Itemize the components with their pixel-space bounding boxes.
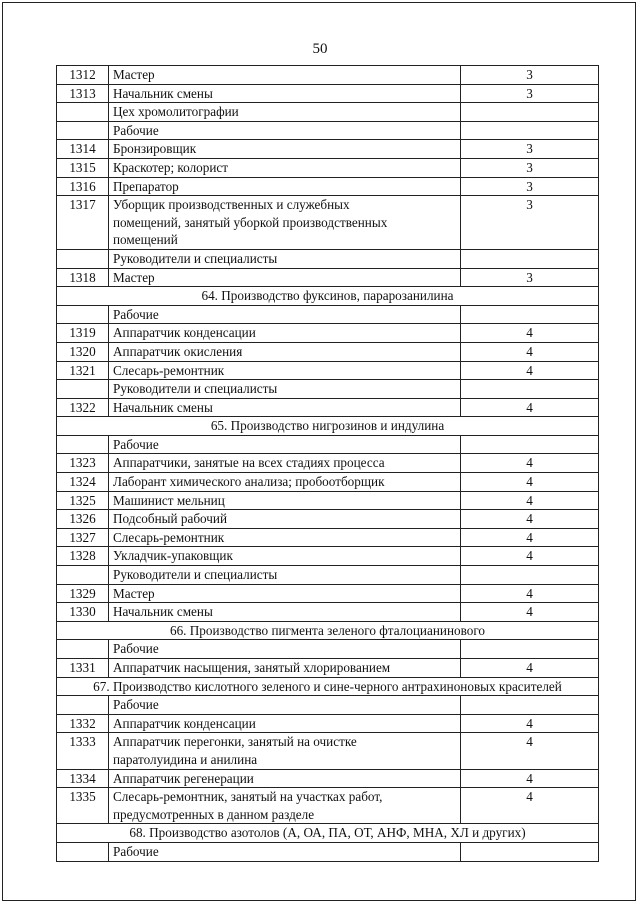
table-row (57, 473, 599, 492)
class-value: 4 (461, 788, 599, 824)
row-number: 1317 (57, 196, 109, 250)
profession-name: Мастер (109, 66, 461, 85)
subheading-row (57, 121, 599, 140)
section-heading: 64. Производство фуксинов, парарозанилина (57, 287, 599, 306)
profession-name: Аппаратчик насыщения, занятый хлорированием (109, 659, 461, 678)
row-number: 1327 (57, 528, 109, 547)
class-value: 4 (461, 473, 599, 492)
row-number: 1326 (57, 510, 109, 529)
profession-name: Подсобный рабочий (109, 510, 461, 529)
table-row (57, 398, 599, 417)
profession-name: Начальник смены (109, 603, 461, 622)
class-value: 4 (461, 547, 599, 566)
row-number: 1318 (57, 268, 109, 287)
profession-name-line: помещений (113, 232, 178, 248)
row-number (57, 842, 109, 861)
class-value: 4 (461, 584, 599, 603)
category-label: Рабочие (109, 305, 461, 324)
class-value: 3 (461, 177, 599, 196)
category-label: Рабочие (109, 696, 461, 715)
row-number: 1329 (57, 584, 109, 603)
profession-name: Аппаратчик конденсации (109, 324, 461, 343)
table-row (57, 491, 599, 510)
section-heading: 66. Производство пигмента зеленого фталоцианинового (57, 621, 599, 640)
class-value (461, 640, 599, 659)
row-number: 1335 (57, 788, 109, 824)
subheading-row (57, 696, 599, 715)
class-value: 4 (461, 528, 599, 547)
class-value (461, 121, 599, 140)
profession-name: Слесарь-ремонтник (109, 361, 461, 380)
table-row (57, 177, 599, 196)
section-heading: 67. Производство кислотного зеленого и сине-черного антрахиноновых красителей (57, 677, 599, 696)
row-number: 1320 (57, 342, 109, 361)
row-number: 1333 (57, 733, 109, 769)
row-number: 1323 (57, 454, 109, 473)
class-value: 4 (461, 603, 599, 622)
row-number: 1322 (57, 398, 109, 417)
profession-name-line: Слесарь-ремонтник, занятый на участках работ, (113, 789, 383, 805)
row-number (57, 103, 109, 122)
table-row (57, 324, 599, 343)
professions-table (56, 65, 599, 862)
class-value: 4 (461, 342, 599, 361)
row-number (57, 435, 109, 454)
class-value: 4 (461, 733, 599, 769)
table-row (57, 268, 599, 287)
table-row (57, 528, 599, 547)
class-value (461, 566, 599, 585)
section-heading-row (57, 824, 599, 843)
class-value (461, 103, 599, 122)
profession-name: Лаборант химического анализа; пробоотборщик (109, 473, 461, 492)
profession-name: Укладчик-упаковщик (109, 547, 461, 566)
class-value: 4 (461, 398, 599, 417)
row-number: 1331 (57, 659, 109, 678)
section-heading-row (57, 677, 599, 696)
class-value: 3 (461, 84, 599, 103)
row-number: 1312 (57, 66, 109, 85)
table-row (57, 66, 599, 85)
profession-name: Препаратор (109, 177, 461, 196)
table-row (57, 510, 599, 529)
table-row (57, 714, 599, 733)
table-row (57, 769, 599, 788)
row-number: 1319 (57, 324, 109, 343)
category-label: Руководители и специалисты (109, 566, 461, 585)
row-number (57, 380, 109, 399)
subheading-row (57, 305, 599, 324)
class-value: 4 (461, 324, 599, 343)
row-number (57, 249, 109, 268)
row-number: 1324 (57, 473, 109, 492)
class-value: 3 (461, 66, 599, 85)
row-number: 1313 (57, 84, 109, 103)
class-value (461, 435, 599, 454)
profession-name (109, 788, 461, 824)
profession-name (109, 733, 461, 769)
profession-name: Мастер (109, 268, 461, 287)
subheading-row (57, 842, 599, 861)
row-number: 1321 (57, 361, 109, 380)
section-heading: 68. Производство азотолов (А, ОА, ПА, ОТ, АНФ, МНА, ХЛ и других) (57, 824, 599, 843)
section-heading-row (57, 287, 599, 306)
profession-name: Краскотер; колорист (109, 158, 461, 177)
class-value (461, 305, 599, 324)
table-row (57, 454, 599, 473)
profession-name (109, 196, 461, 250)
row-number (57, 121, 109, 140)
table-row (57, 158, 599, 177)
table-row (57, 788, 599, 824)
class-value: 4 (461, 659, 599, 678)
class-value: 4 (461, 454, 599, 473)
profession-name: Аппаратчик регенерации (109, 769, 461, 788)
profession-name: Слесарь-ремонтник (109, 528, 461, 547)
section-heading-row (57, 417, 599, 436)
row-number: 1334 (57, 769, 109, 788)
profession-name: Аппаратчик конденсации (109, 714, 461, 733)
profession-name: Начальник смены (109, 398, 461, 417)
table-row (57, 547, 599, 566)
row-number: 1316 (57, 177, 109, 196)
category-label: Рабочие (109, 640, 461, 659)
row-number (57, 696, 109, 715)
subheading-row (57, 640, 599, 659)
table-row (57, 140, 599, 159)
profession-name: Бронзировщик (109, 140, 461, 159)
class-value: 4 (461, 714, 599, 733)
profession-name-line: паратолуидина и анилина (113, 751, 258, 767)
row-number: 1328 (57, 547, 109, 566)
category-label: Руководители и специалисты (109, 380, 461, 399)
class-value: 3 (461, 140, 599, 159)
class-value: 4 (461, 491, 599, 510)
category-label: Рабочие (109, 121, 461, 140)
profession-name: Мастер (109, 584, 461, 603)
profession-name: Машинист мельниц (109, 491, 461, 510)
table-row (57, 361, 599, 380)
section-heading: 65. Производство нигрозинов и индулина (57, 417, 599, 436)
class-value (461, 380, 599, 399)
subheading-row (57, 435, 599, 454)
class-value (461, 249, 599, 268)
category-label: Руководители и специалисты (109, 249, 461, 268)
row-number: 1325 (57, 491, 109, 510)
profession-name: Аппаратчик окисления (109, 342, 461, 361)
category-label: Цех хромолитографии (109, 103, 461, 122)
category-label: Рабочие (109, 842, 461, 861)
subheading-row (57, 103, 599, 122)
class-value (461, 696, 599, 715)
row-number: 1315 (57, 158, 109, 177)
class-value: 4 (461, 361, 599, 380)
subheading-row (57, 249, 599, 268)
row-number (57, 305, 109, 324)
table-row (57, 659, 599, 678)
profession-name: Начальник смены (109, 84, 461, 103)
profession-name-line: предусмотренных в данном разделе (113, 806, 315, 822)
class-value: 4 (461, 510, 599, 529)
class-value: 3 (461, 158, 599, 177)
class-value: 3 (461, 196, 599, 250)
table-row (57, 196, 599, 250)
profession-name-line: помещений, занятый уборкой производственных (113, 214, 388, 230)
row-number (57, 640, 109, 659)
class-value (461, 842, 599, 861)
category-label: Рабочие (109, 435, 461, 454)
profession-name-line: Уборщик производственных и служебных (113, 197, 350, 213)
class-value: 4 (461, 769, 599, 788)
row-number: 1332 (57, 714, 109, 733)
profession-name-line: Аппаратчик перегонки, занятый на очистке (113, 734, 357, 750)
profession-name: Аппаратчики, занятые на всех стадиях процесса (109, 454, 461, 473)
subheading-row (57, 566, 599, 585)
table-row (57, 84, 599, 103)
row-number: 1314 (57, 140, 109, 159)
class-value: 3 (461, 268, 599, 287)
table-row (57, 603, 599, 622)
page-number: 50 (312, 41, 328, 57)
table-row (57, 584, 599, 603)
subheading-row (57, 380, 599, 399)
section-heading-row (57, 621, 599, 640)
row-number (57, 566, 109, 585)
row-number: 1330 (57, 603, 109, 622)
table-row (57, 342, 599, 361)
table-row (57, 733, 599, 769)
